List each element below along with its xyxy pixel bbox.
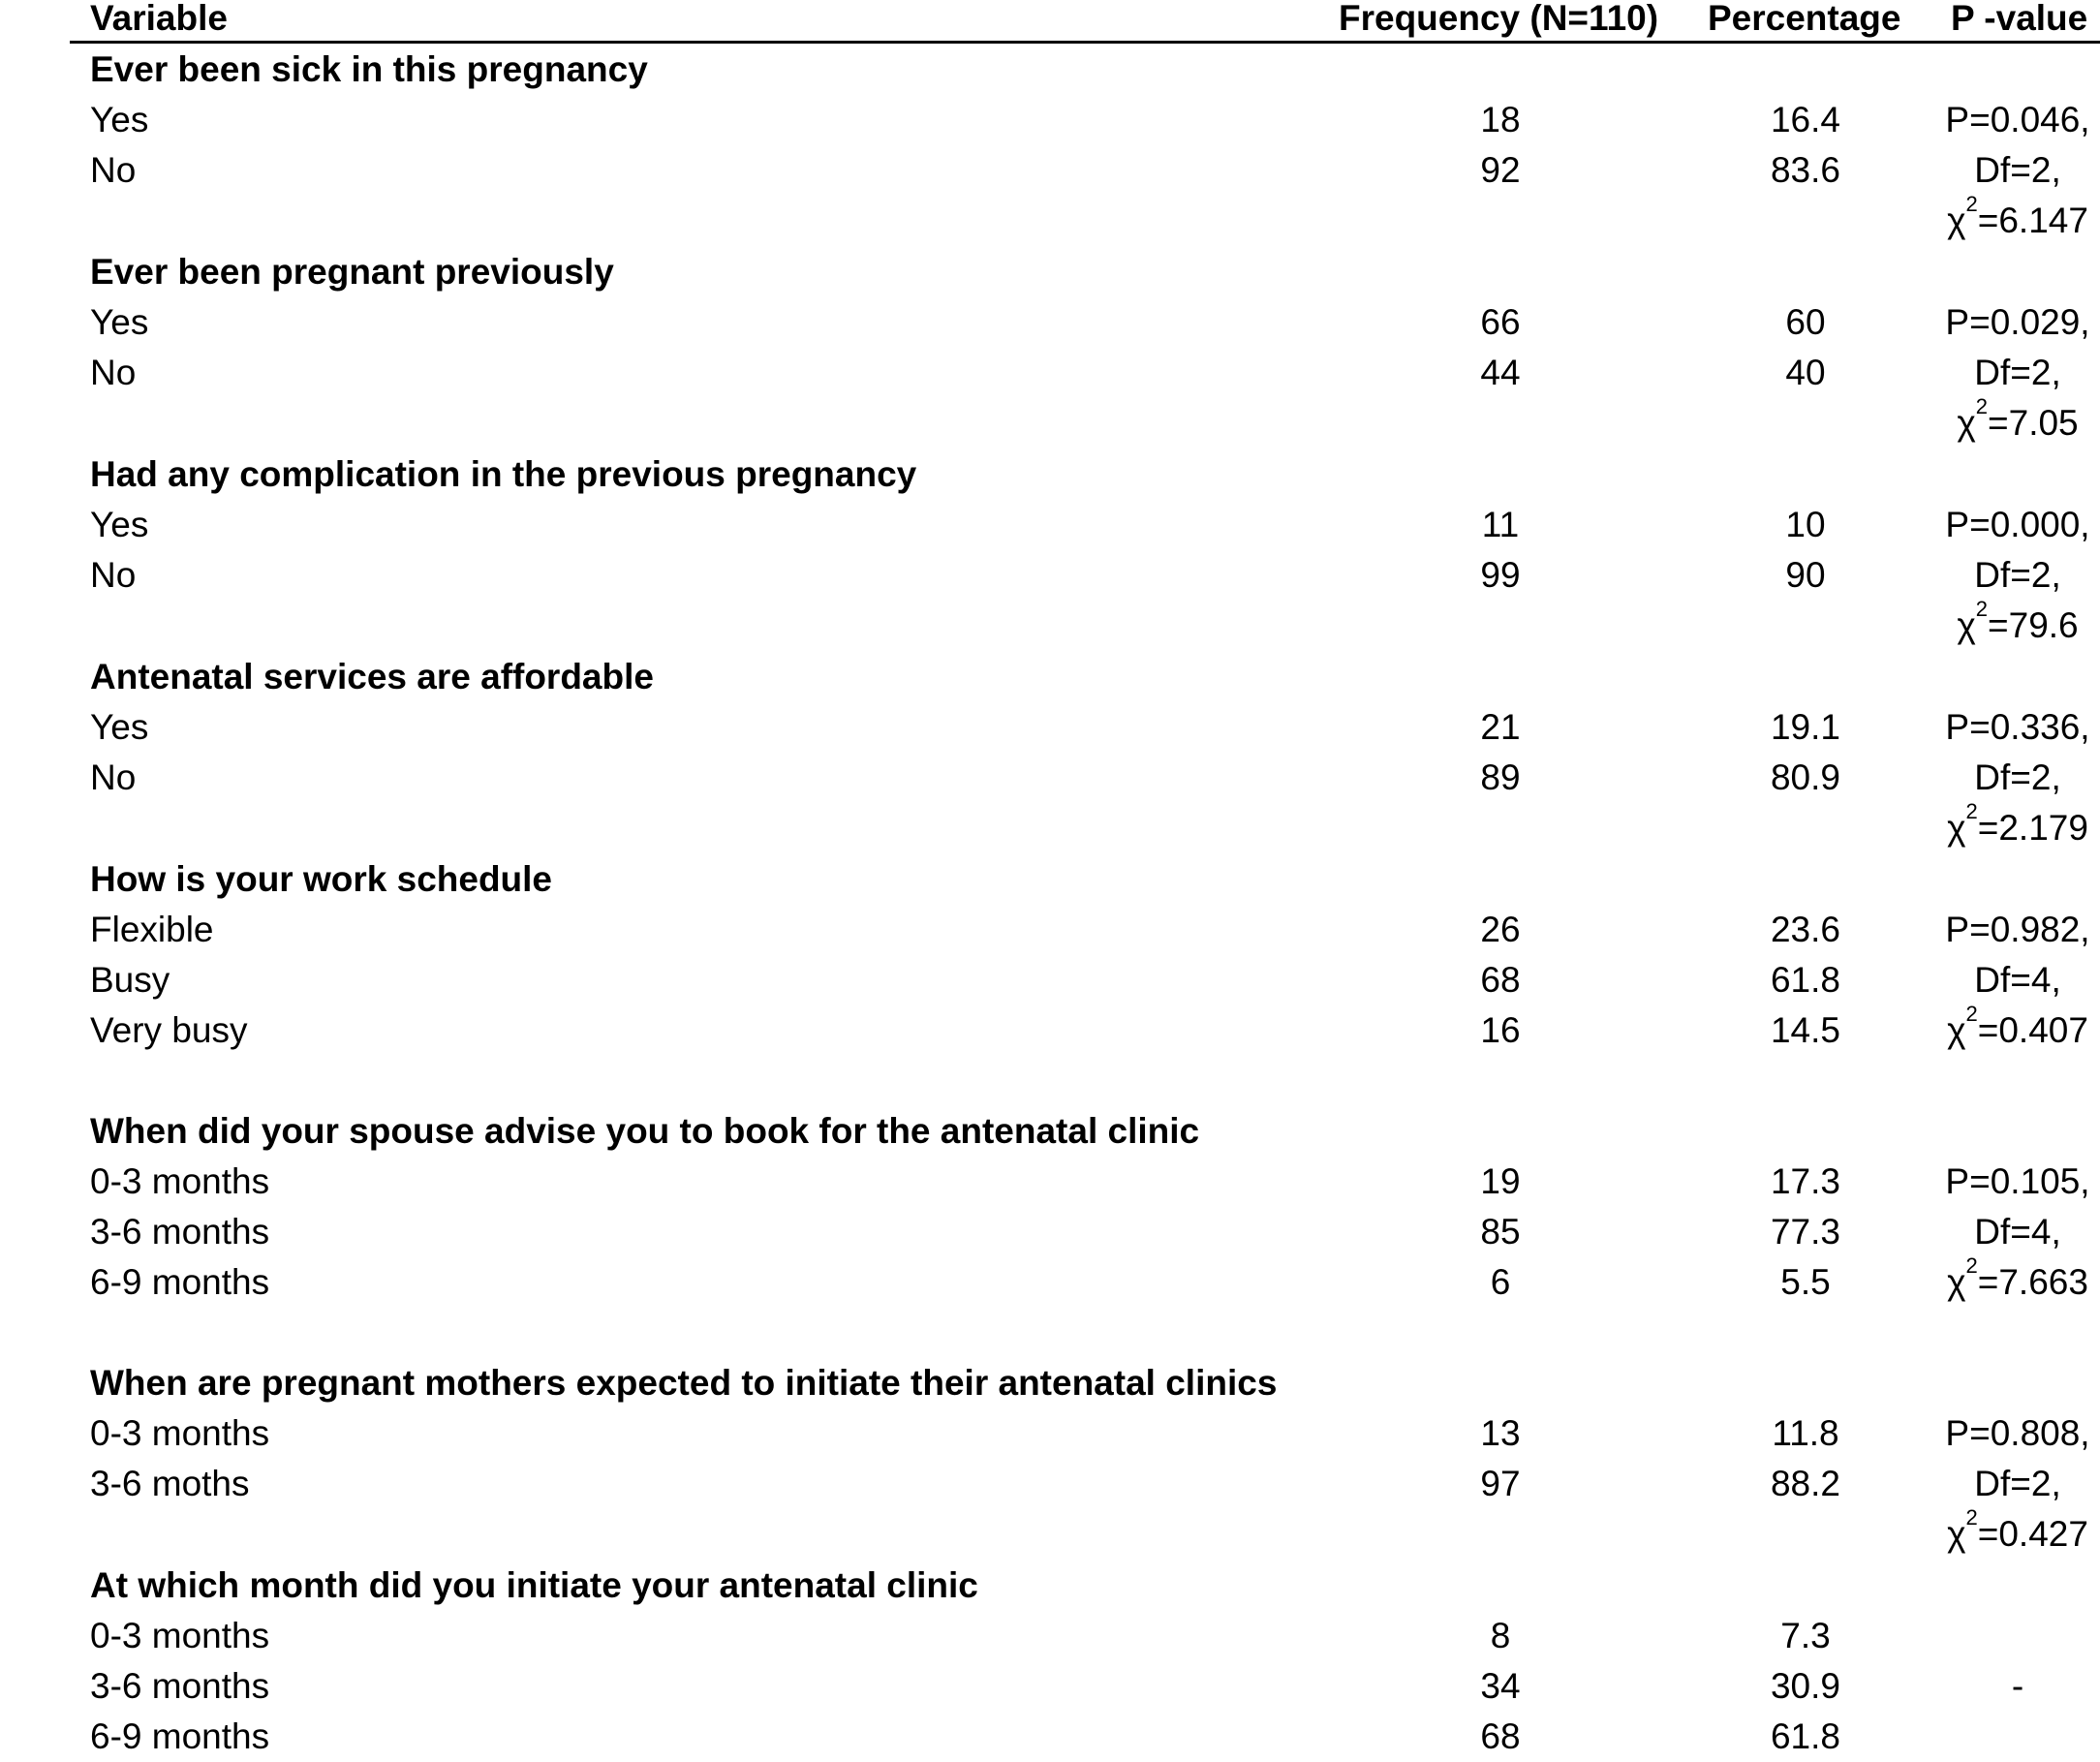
df-value: Df=2, [1974, 353, 2061, 392]
table-row [0, 1661, 2100, 1712]
group-title-row [0, 247, 2100, 297]
stat-block [1921, 905, 2100, 1056]
row-percentage: 19.1 [1770, 707, 1840, 747]
group-title-row [0, 854, 2100, 905]
table-row [0, 1459, 2100, 1509]
table-row [0, 1712, 2100, 1762]
p-value: P=0.000, [1945, 505, 2090, 544]
row-percentage: 83.6 [1770, 150, 1840, 190]
group-title-row [0, 1358, 2100, 1408]
row-label: Yes [90, 302, 149, 342]
row-percentage: 10 [1785, 505, 1826, 544]
table-row [0, 348, 2100, 398]
group-title-row [0, 449, 2100, 500]
group-title: When did your spouse advise you to book for the antenatal clinic [90, 1111, 1200, 1151]
group-title-row [0, 1561, 2100, 1611]
row-label: 0-3 months [90, 1616, 270, 1655]
row-percentage: 40 [1785, 353, 1826, 392]
row-percentage: 77.3 [1770, 1212, 1840, 1252]
row-label: Flexible [90, 910, 214, 949]
row-label: No [90, 757, 137, 797]
row-frequency: 34 [1480, 1666, 1521, 1706]
row-percentage: 60 [1785, 302, 1826, 342]
group-title: Ever been sick in this pregnancy [90, 49, 648, 89]
row-percentage: 61.8 [1770, 960, 1840, 1000]
p-value: P=0.105, [1945, 1161, 2090, 1201]
stat-block [1921, 297, 2100, 448]
row-percentage: 80.9 [1770, 757, 1840, 797]
group-title-row [0, 652, 2100, 702]
row-label: 3-6 months [90, 1212, 270, 1252]
stat-block [1921, 702, 2100, 853]
group-title-row [0, 45, 2100, 95]
stat-block [1921, 1157, 2100, 1308]
row-percentage: 17.3 [1770, 1161, 1840, 1201]
df-value: Df=2, [1974, 555, 2061, 595]
col-header-percentage: Percentage [1708, 0, 1901, 38]
row-frequency: 8 [1490, 1616, 1511, 1655]
row-label: No [90, 150, 137, 190]
row-frequency: 16 [1480, 1010, 1521, 1050]
header-rule [70, 41, 2100, 44]
table-row [0, 1611, 2100, 1661]
row-frequency: 18 [1480, 100, 1521, 139]
row-label: 6-9 months [90, 1716, 270, 1756]
row-percentage: 5.5 [1780, 1262, 1831, 1302]
row-percentage: 30.9 [1770, 1666, 1840, 1706]
table-row [0, 1157, 2100, 1207]
row-label: 0-3 months [90, 1413, 270, 1453]
group-title-row [0, 1106, 2100, 1157]
row-frequency: 68 [1480, 960, 1521, 1000]
table-row [0, 1002, 2100, 1056]
table-row [0, 955, 2100, 1005]
row-percentage: 16.4 [1770, 100, 1840, 139]
row-frequency: 97 [1480, 1464, 1521, 1503]
row-frequency: 85 [1480, 1212, 1521, 1252]
df-value: Df=4, [1974, 1212, 2061, 1252]
col-header-frequency: Frequency (N=110) [1339, 0, 1659, 38]
row-frequency: 89 [1480, 757, 1521, 797]
row-percentage: 88.2 [1770, 1464, 1840, 1503]
group-title: Antenatal services are affordable [90, 657, 654, 696]
row-label: Busy [90, 960, 170, 1000]
row-frequency: 68 [1480, 1716, 1521, 1756]
group-title: How is your work schedule [90, 859, 553, 899]
row-frequency: 6 [1490, 1262, 1511, 1302]
row-label: No [90, 555, 137, 595]
df-value: Df=2, [1974, 150, 2061, 190]
chi-square: $\chi^2=7.663$ [1947, 1253, 2088, 1302]
row-label: Yes [90, 505, 149, 544]
chi-square: $\chi^2=6.147$ [1947, 192, 2088, 240]
table-row [0, 753, 2100, 803]
p-value: P=0.336, [1945, 707, 2090, 747]
table-row [0, 500, 2100, 550]
row-frequency: 66 [1480, 302, 1521, 342]
table-row [0, 1207, 2100, 1257]
row-percentage: 7.3 [1780, 1616, 1831, 1655]
table-row [0, 297, 2100, 348]
chi-square: $\chi^2=0.407$ [1947, 1002, 2088, 1050]
col-header-pvalue: P -value [1951, 0, 2088, 38]
row-label: 3-6 moths [90, 1464, 250, 1503]
chi-square: $\chi^2=7.05$ [1957, 394, 2079, 443]
row-frequency: 26 [1480, 910, 1521, 949]
df-value: Df=2, [1974, 757, 2061, 797]
row-frequency: 99 [1480, 555, 1521, 595]
row-frequency: 19 [1480, 1161, 1521, 1201]
chi-square: $\chi^2=0.427$ [1947, 1505, 2088, 1554]
table-row [0, 702, 2100, 753]
row-frequency: 44 [1480, 353, 1521, 392]
row-label: Yes [90, 707, 149, 747]
row-percentage: 11.8 [1772, 1413, 1839, 1453]
row-percentage: 23.6 [1770, 910, 1840, 949]
table-row [0, 145, 2100, 196]
chi-square: $\chi^2=2.179$ [1947, 799, 2088, 848]
table-row [0, 905, 2100, 955]
group-title: Ever been pregnant previously [90, 252, 614, 292]
p-value: P=0.046, [1945, 100, 2090, 139]
table-row [0, 550, 2100, 601]
row-percentage: 61.8 [1770, 1716, 1840, 1756]
row-label: No [90, 353, 137, 392]
table-row [0, 1408, 2100, 1459]
p-value: P=0.029, [1945, 302, 2090, 342]
stat-block [1921, 500, 2100, 651]
p-value: P=0.982, [1945, 910, 2090, 949]
row-frequency: 21 [1480, 707, 1521, 747]
row-frequency: 13 [1480, 1413, 1521, 1453]
group-title: At which month did you initiate your antenatal clinic [90, 1565, 978, 1605]
df-value: Df=4, [1974, 960, 2061, 1000]
stat-block [1921, 95, 2100, 246]
p-value-dash: - [2011, 1666, 2024, 1706]
table-row [0, 1253, 2100, 1308]
df-value: Df=2, [1974, 1464, 2061, 1503]
row-percentage: 90 [1785, 555, 1826, 595]
row-label: 3-6 months [90, 1666, 270, 1706]
row-label: Yes [90, 100, 149, 139]
group-title: Had any complication in the previous pregnancy [90, 454, 917, 494]
row-frequency: 92 [1480, 150, 1521, 190]
row-label: 0-3 months [90, 1161, 270, 1201]
col-header-variable: Variable [90, 0, 228, 38]
p-value: P=0.808, [1945, 1413, 2090, 1453]
group-title: When are pregnant mothers expected to initiate their antenatal clinics [90, 1363, 1278, 1403]
row-frequency: 11 [1481, 505, 1520, 544]
row-percentage: 14.5 [1770, 1010, 1840, 1050]
table-row [0, 95, 2100, 145]
chi-square: $\chi^2=79.6$ [1957, 597, 2079, 645]
stat-block [1921, 1408, 2100, 1560]
row-label: Very busy [90, 1010, 248, 1050]
row-label: 6-9 months [90, 1262, 270, 1302]
